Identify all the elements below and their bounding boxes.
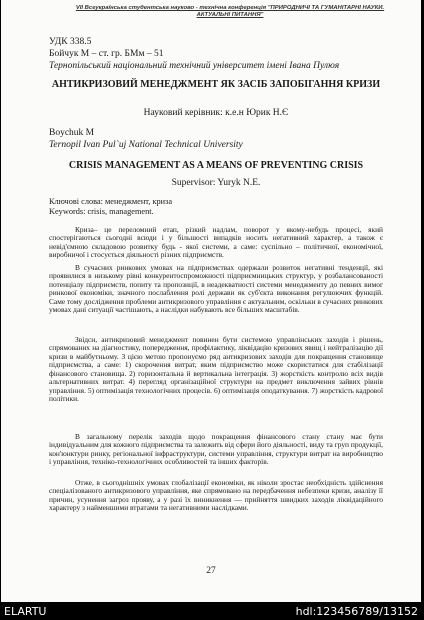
author-ua: Бойчук М – ст. гр. БМм – 51 xyxy=(49,49,164,59)
affiliation-en: Ternopil Ivan Pul`uj National Technical University xyxy=(49,140,243,150)
repository-footer xyxy=(0,602,424,620)
title-en: CRISIS MANAGEMENT AS A MEANS OF PREVENTING CRISIS xyxy=(68,160,364,171)
paragraph: В загальному перелік заходів щодо покращення фінансового стану стану має бути індивідуальним для кожного підприємства та залежить від сфери його діяльності, виду та груп продукції, кон'юнктури ринку, регіональної інфраструктури, системи управління, структури витрат на виробництво і управління, техніко-технологічних особливостей та інших факторів. xyxy=(49,432,383,467)
keywords-en: Keywords: crisis, management. xyxy=(49,207,154,216)
paragraph: Криза– це переломний етап, різкий надлам, поворот у якому-небудь процесі, який спостерігаються сьогодні всюди і у більшості випадків носить негативний характер, а також є невід'ємною складовою розвитку будь - якої системи, а саме: суспільно – політичної, економічної, виробничої і стосується діяльності різних підприємств. xyxy=(49,225,383,260)
supervisor-en: Supervisor: Yuryk N.E. xyxy=(171,178,261,188)
supervisor-ua: Науковий керівник: к.е.н Юрик Н.Є xyxy=(143,108,289,118)
paragraph: Отже, в сьогоднішніх умовах глобалізації економіки, як ніколи зростає необхідність здійснення спеціалізованого антикризового управління, яке спрямовано на передбачення небезпеки кризи, аналізу її причин, усунення загроз прояву, а у разі їх виникнення — прийняття швидких заходів ліквідаційного характеру з найменшими втратами та негативними наслідками. xyxy=(49,478,383,513)
paragraph: В сучасних ринкових умовах на підприємствах одержали розвиток негативні тенденції, які проявилися в низькому рівні конкурентоспроможності підприємницьких структур, у розбалансованості потенціалу підприємств, попиту та пропозиції, в неадекватності системи менеджменту до певних вимог ринкової економіки, значного послаблення ролі держави як суб'єкта виконання регулюючих функцій. Саме тому дослідження проблеми антикризового управління є актуальним, оскільки в сучасних ринкових умовах дані ситуації частішають, а наслідки набувають все більших масштабів. xyxy=(49,263,383,315)
paragraph: Звідси, антикризовий менеджмент повинен бути системою управлінських заходів і рішень, спрямованих на діагностику, попередження, профілактику, ліквідацію кризових явищ і нейтралізацію дії кризи в майбутньому. З цією метою пропонуємо ряд антикризових заходів для покращення становище підприємства, а саме: 1) скорочення витрат, яким підприємство може скористатися для стабілізації фінансового становища. 2) горизонтальна й вертикальна інтеграція. 3) жорсткість контролю всіх видів альтернативних витрат. 4) перегляд організаційної структури на предмет виключення зайвих рівнів управління. 5) оптимізація технологічних процесів. 6) оптимізація оподаткування. 7) жорсткість кадрової політики. xyxy=(49,335,383,404)
affiliation-ua: Тернопільський національний технічний університет імені Івана Пулюя xyxy=(49,61,340,71)
repository-name: ELARTU xyxy=(4,605,47,618)
page-number: 27 xyxy=(206,566,216,576)
udc-code: УДК 338.5 xyxy=(49,37,92,47)
document-page xyxy=(1,0,421,602)
keywords-ua: Ключові слова: менеджмент, криза xyxy=(49,197,173,206)
title-ua: АНТИКРИЗОВИЙ МЕНЕДЖМЕНТ ЯК ЗАСІБ ЗАПОБІГАННЯ КРИЗИ xyxy=(51,79,381,90)
conference-header: VII Всеукраїнська студентська науково - технічна конференція "ПРИРОДНИЧІ ТА ГУМАНІТАРНІ НАУКИ. АКТУАЛЬНІ ПИТАННЯ" xyxy=(75,5,385,18)
author-en: Boychuk M xyxy=(49,128,95,138)
handle-id: hdl:123456789/13152 xyxy=(295,605,418,618)
